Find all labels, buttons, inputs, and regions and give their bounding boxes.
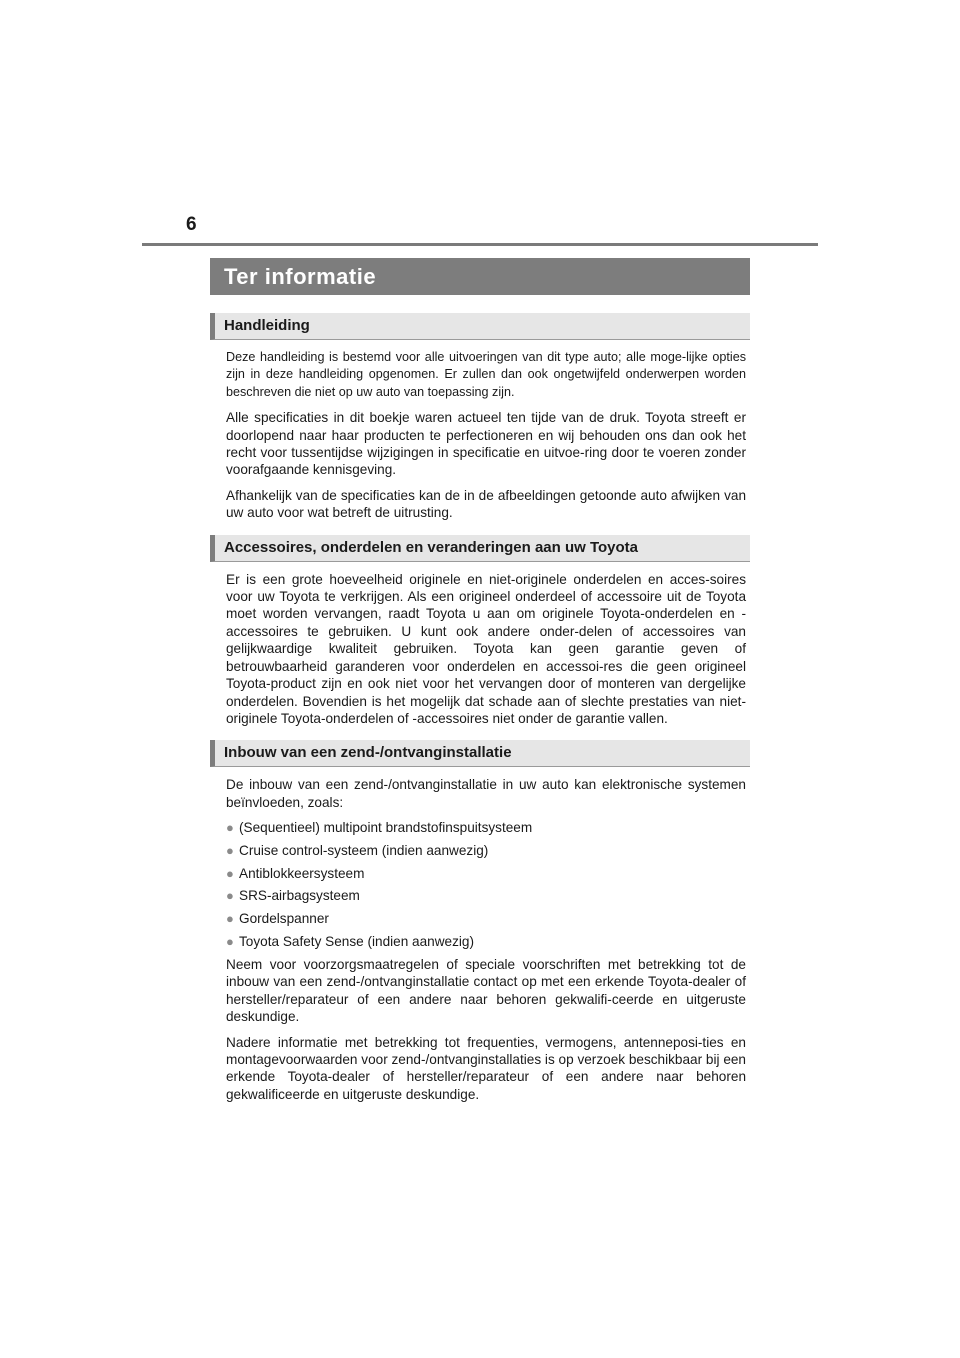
- page-number: 6: [186, 214, 197, 235]
- bullet-icon: ●: [226, 820, 234, 836]
- bullet-list: [226, 819, 746, 950]
- list-item-text: (Sequentieel) multipoint brandstofinspuitsysteem: [239, 820, 533, 836]
- paragraph: Deze handleiding is bestemd voor alle uitvoeringen van dit type auto; alle moge-lijke opties zijn in deze handleiding opgenomen. Er zullen dan ook ongetwijfeld onderwerpen worden beschreven die niet op uw auto van toepassing zijn.: [226, 350, 746, 399]
- list-item: [226, 933, 746, 950]
- list-item: [226, 842, 746, 859]
- list-item: [226, 887, 746, 904]
- paragraph: Nadere informatie met betrekking tot frequenties, vermogens, antenneposi-ties en montagevoorwaarden voor zend-/ontvanginstallaties is op verzoek beschikbaar bij een erkende Toyota-dealer of hersteller/reparateur of een andere naar behoren gekwalificeerde en uitgeruste deskundige.: [226, 1034, 746, 1102]
- list-item-text: SRS-airbagsysteem: [239, 888, 360, 904]
- section-heading-accessoires: Accessoires, onderdelen en veranderingen aan uw Toyota: [210, 535, 750, 562]
- list-item-text: Gordelspanner: [239, 910, 329, 926]
- list-item: [226, 910, 746, 927]
- section-heading-handleiding: Handleiding: [210, 313, 750, 340]
- list-item: [226, 819, 746, 836]
- page-content: [210, 313, 750, 1111]
- section-heading-inbouw: Inbouw van een zend-/ontvanginstallatie: [210, 740, 750, 767]
- paragraph: Neem voor voorzorgsmaatregelen of speciale voorschriften met betrekking tot de inbouw van een zend-/ontvanginstallatie contact op met een erkende Toyota-dealer of hersteller/reparateur of een andere naar behoren gekwalifi-ceerde en uitgeruste deskundige.: [226, 957, 746, 1025]
- list-item-text: Antiblokkeersysteem: [239, 865, 365, 881]
- list-item-text: Cruise control-systeem (indien aanwezig): [239, 842, 489, 858]
- bullet-icon: ●: [226, 933, 234, 949]
- paragraph: Er is een grote hoeveelheid originele en niet-originele onderdelen en acces-soires voor uw Toyota te verkrijgen. Als een origineel onderdeel of accessoire uit de Toyota moet worden vervangen, raadt Toyota u aan om originele Toyota-onderdelen en -accessoires te gebruiken. U kunt ook andere onder-delen of accessoires van gelijkwaardige kwaliteit gebruiken. Toyota kan geen garantie geven of betrouwbaarheid garanderen voor onderdelen en accessoi-res die geen origineel Toyota-product zijn en ook niet voor het vervangen door of monteren van dergelijke onderdelen. Bovendien is het mogelijk dat schade aan of slechte prestaties van niet-originele Toyota-onderdelen of -accessoires niet onder de garantie vallen.: [226, 571, 746, 726]
- bullet-icon: ●: [226, 910, 234, 926]
- bullet-icon: ●: [226, 842, 234, 858]
- paragraph: Afhankelijk van de specificaties kan de in de afbeeldingen getoonde auto afwijken van uw auto voor wat betreft de uitrusting.: [226, 487, 746, 521]
- paragraph: Alle specificaties in dit boekje waren actueel ten tijde van de druk. Toyota streeft er doorlopend naar haar producten te perfectioneren en wij behouden ons dan ook het recht voor tussentijdse wijzigingen in specificatie en uitvoe-ring door te voeren zonder voorafgaande kennisgeving.: [226, 410, 746, 478]
- bullet-icon: ●: [226, 865, 234, 881]
- list-item-text: Toyota Safety Sense (indien aanwezig): [239, 933, 475, 949]
- bullet-icon: ●: [226, 888, 234, 904]
- header-rule: [142, 243, 818, 246]
- chapter-title: Ter informatie: [210, 258, 750, 295]
- paragraph-intro: De inbouw van een zend-/ontvanginstallatie in uw auto kan elektronische systemen beïnvloeden, zoals:: [226, 777, 746, 810]
- list-item: [226, 865, 746, 882]
